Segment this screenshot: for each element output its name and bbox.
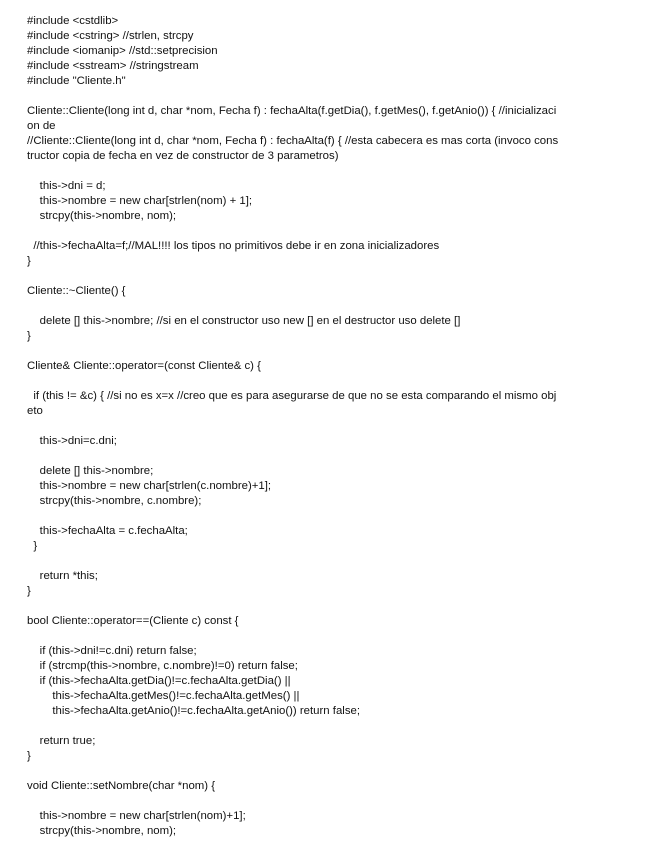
code-document: [27, 14, 629, 839]
code-line: strcpy(this->nombre, c.nombre);: [27, 495, 202, 507]
code-line: this->dni = d;: [27, 180, 106, 192]
code-line: strcpy(this->nombre, nom);: [27, 210, 177, 222]
code-line: this->fechaAlta.getMes()!=c.fechaAlta.getMes() ||: [27, 690, 300, 702]
code-line: [27, 224, 629, 239]
code-line: delete [] this->nombre;: [27, 465, 154, 477]
code-line: [27, 719, 629, 734]
code-line: [27, 794, 629, 809]
code-line: void Cliente::setNombre(char *nom) {: [27, 780, 216, 792]
code-line: [27, 764, 629, 779]
code-line: }: [27, 585, 31, 597]
code-line: [27, 419, 629, 434]
code-line: this->nombre = new char[strlen(nom)+1];: [27, 810, 246, 822]
code-line: eto: [27, 405, 43, 417]
code-line: }: [27, 750, 31, 762]
code-line: }: [27, 330, 31, 342]
code-line: [27, 269, 629, 284]
code-line: //Cliente::Cliente(long int d, char *nom, Fecha f) : fechaAlta(f) { //esta cabecera es mas corta (invoco cons: [27, 135, 559, 147]
code-line: this->fechaAlta.getAnio()!=c.fechaAlta.getAnio()) return false;: [27, 705, 361, 717]
code-line: #include <sstream> //stringstream: [27, 60, 199, 72]
code-line: [27, 344, 629, 359]
code-line: this->fechaAlta = c.fechaAlta;: [27, 525, 188, 537]
code-line: on de: [27, 120, 56, 132]
code-line: return *this;: [27, 570, 98, 582]
code-line: this->dni=c.dni;: [27, 435, 117, 447]
code-line: //this->fechaAlta=f;//MAL!!!! los tipos no primitivos debe ir en zona inicializadores: [27, 240, 440, 252]
code-line: [27, 629, 629, 644]
code-line: if (this != &c) { //si no es x=x //creo que es para asegurarse de que no se esta comparando el mismo obj: [27, 390, 557, 402]
code-line: this->nombre = new char[strlen(c.nombre)+1];: [27, 480, 272, 492]
code-line: Cliente::~Cliente() {: [27, 285, 126, 297]
code-line: #include <cstring> //strlen, strcpy: [27, 30, 194, 42]
code-line: [27, 164, 629, 179]
code-line: #include <cstdlib>: [27, 15, 119, 27]
code-line: return true;: [27, 735, 96, 747]
code-line: delete [] this->nombre; //si en el constructor uso new [] en el destructor uso delete []: [27, 315, 461, 327]
code-line: [27, 374, 629, 389]
code-line: [27, 509, 629, 524]
code-line: bool Cliente::operator==(Cliente c) const {: [27, 615, 239, 627]
code-line: [27, 599, 629, 614]
code-line: this->nombre = new char[strlen(nom) + 1];: [27, 195, 253, 207]
code-line: Cliente::Cliente(long int d, char *nom, Fecha f) : fechaAlta(f.getDia(), f.getMes(), f.getAnio()) { //inicializaci: [27, 105, 557, 117]
code-line: strcpy(this->nombre, nom);: [27, 825, 177, 837]
code-line: [27, 554, 629, 569]
code-line: [27, 299, 629, 314]
code-line: [27, 89, 629, 104]
code-line: #include <iomanip> //std::setprecision: [27, 45, 218, 57]
code-line: if (this->dni!=c.dni) return false;: [27, 645, 197, 657]
code-line: [27, 449, 629, 464]
code-line: if (this->fechaAlta.getDia()!=c.fechaAlta.getDia() ||: [27, 675, 291, 687]
code-line: #include "Cliente.h": [27, 75, 126, 87]
code-line: Cliente& Cliente::operator=(const Cliente& c) {: [27, 360, 261, 372]
code-line: }: [27, 255, 31, 267]
code-line: }: [27, 540, 38, 552]
code-line: tructor copia de fecha en vez de constructor de 3 parametros): [27, 150, 339, 162]
code-line: if (strcmp(this->nombre, c.nombre)!=0) return false;: [27, 660, 298, 672]
